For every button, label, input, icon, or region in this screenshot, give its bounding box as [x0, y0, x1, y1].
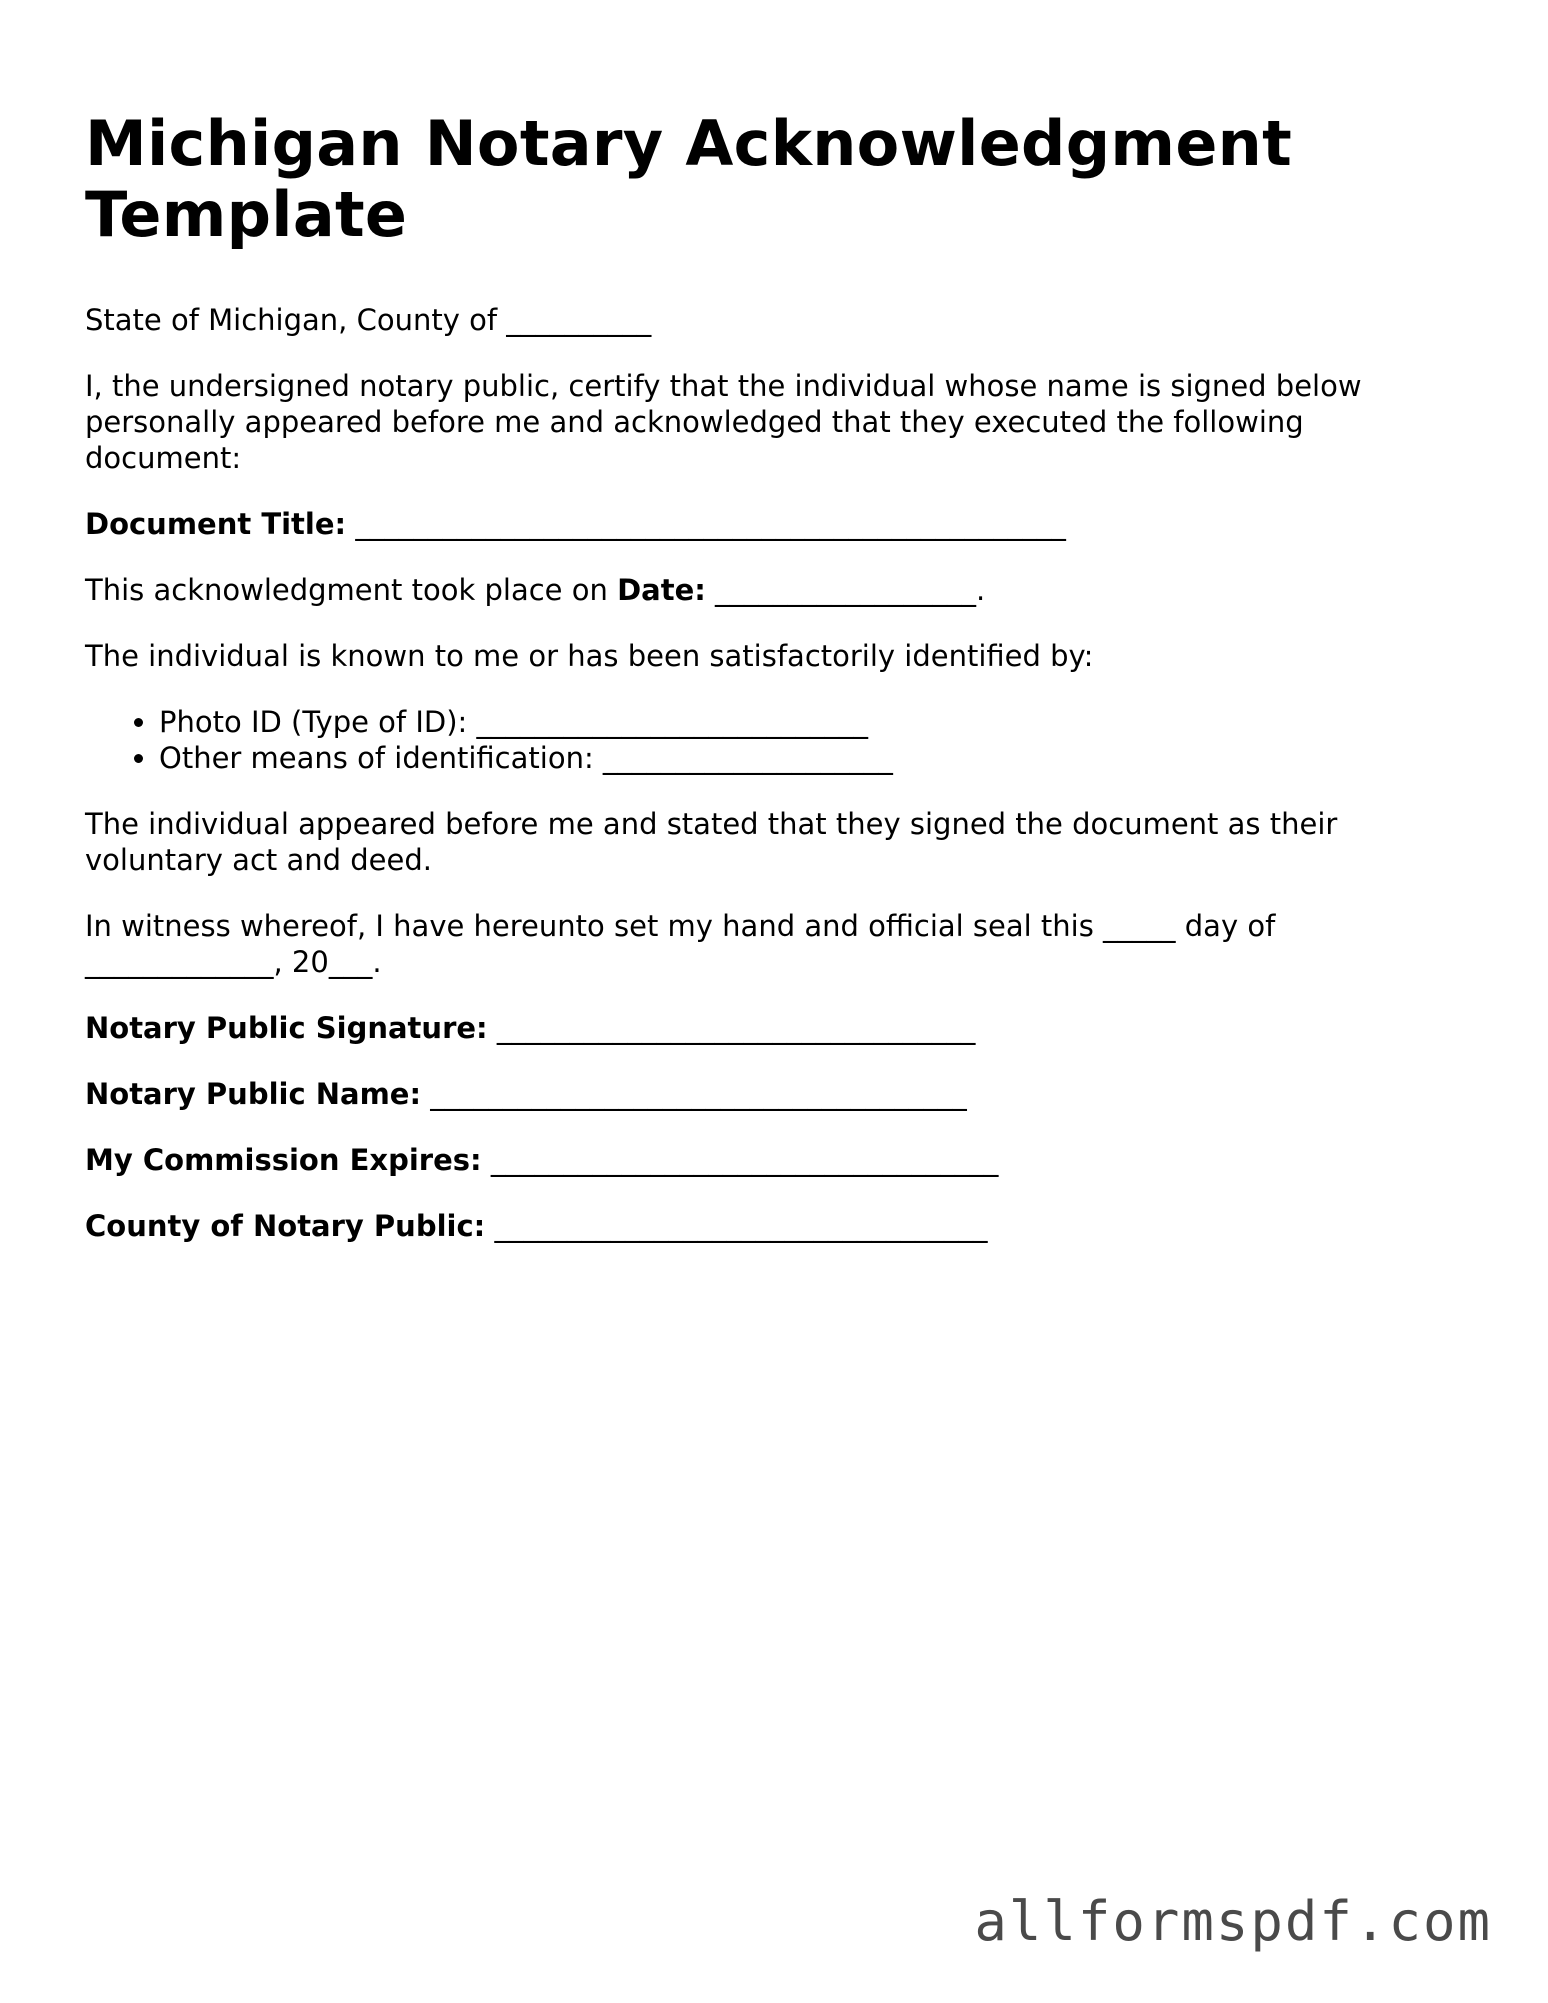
page-title: Michigan Notary Acknowledgment Template: [85, 107, 1293, 251]
notary-name-field: [85, 1076, 1425, 1112]
document-title-field: [85, 506, 1425, 542]
document-title-label: Document Title:: [85, 507, 347, 541]
date-blank: __________________.: [705, 573, 986, 607]
statement-paragraph: The individual appeared before me and stated that they signed the document as their voluntary act and deed.: [85, 807, 1338, 877]
list-item-photo-id: • Photo ID (Type of ID): ___________________________: [159, 704, 1425, 740]
commission-field: [85, 1142, 1425, 1178]
signature-blank: _________________________________: [487, 1011, 976, 1045]
witness-paragraph: In witness whereof, I have hereunto set my hand and official seal this _____ day of _____________, 20___.: [85, 909, 1276, 979]
county-field: [85, 1208, 1425, 1244]
id-list: [85, 704, 1425, 776]
commission-blank: ___________________________________: [481, 1143, 999, 1177]
date-prefix: This acknowledgment took place on: [85, 573, 618, 607]
county-blank: __________________________________: [485, 1209, 988, 1243]
intro-paragraph: I, the undersigned notary public, certify that the individual whose name is signed below personally appeared before me and acknowledged that they executed the following document:: [85, 369, 1362, 475]
document-title-blank: _________________________________________________: [346, 507, 1066, 541]
document-page: [85, 108, 1425, 1274]
date-field: [85, 572, 1425, 608]
list-item-other-id: • Other means of identification: ____________________: [159, 740, 1425, 776]
signature-label: Notary Public Signature:: [85, 1011, 488, 1045]
identified-by-text: The individual is known to me or has been satisfactorily identified by:: [85, 639, 1094, 673]
watermark-text: allformspdf.com: [974, 1890, 1492, 1953]
notary-name-blank: _____________________________________: [421, 1077, 967, 1111]
notary-name-label: Notary Public Name:: [85, 1077, 422, 1111]
commission-label: My Commission Expires:: [85, 1143, 482, 1177]
state-county-line: State of Michigan, County of __________: [85, 303, 652, 337]
signature-field: [85, 1010, 1425, 1046]
date-label: Date:: [617, 573, 706, 607]
county-label: County of Notary Public:: [85, 1209, 486, 1243]
